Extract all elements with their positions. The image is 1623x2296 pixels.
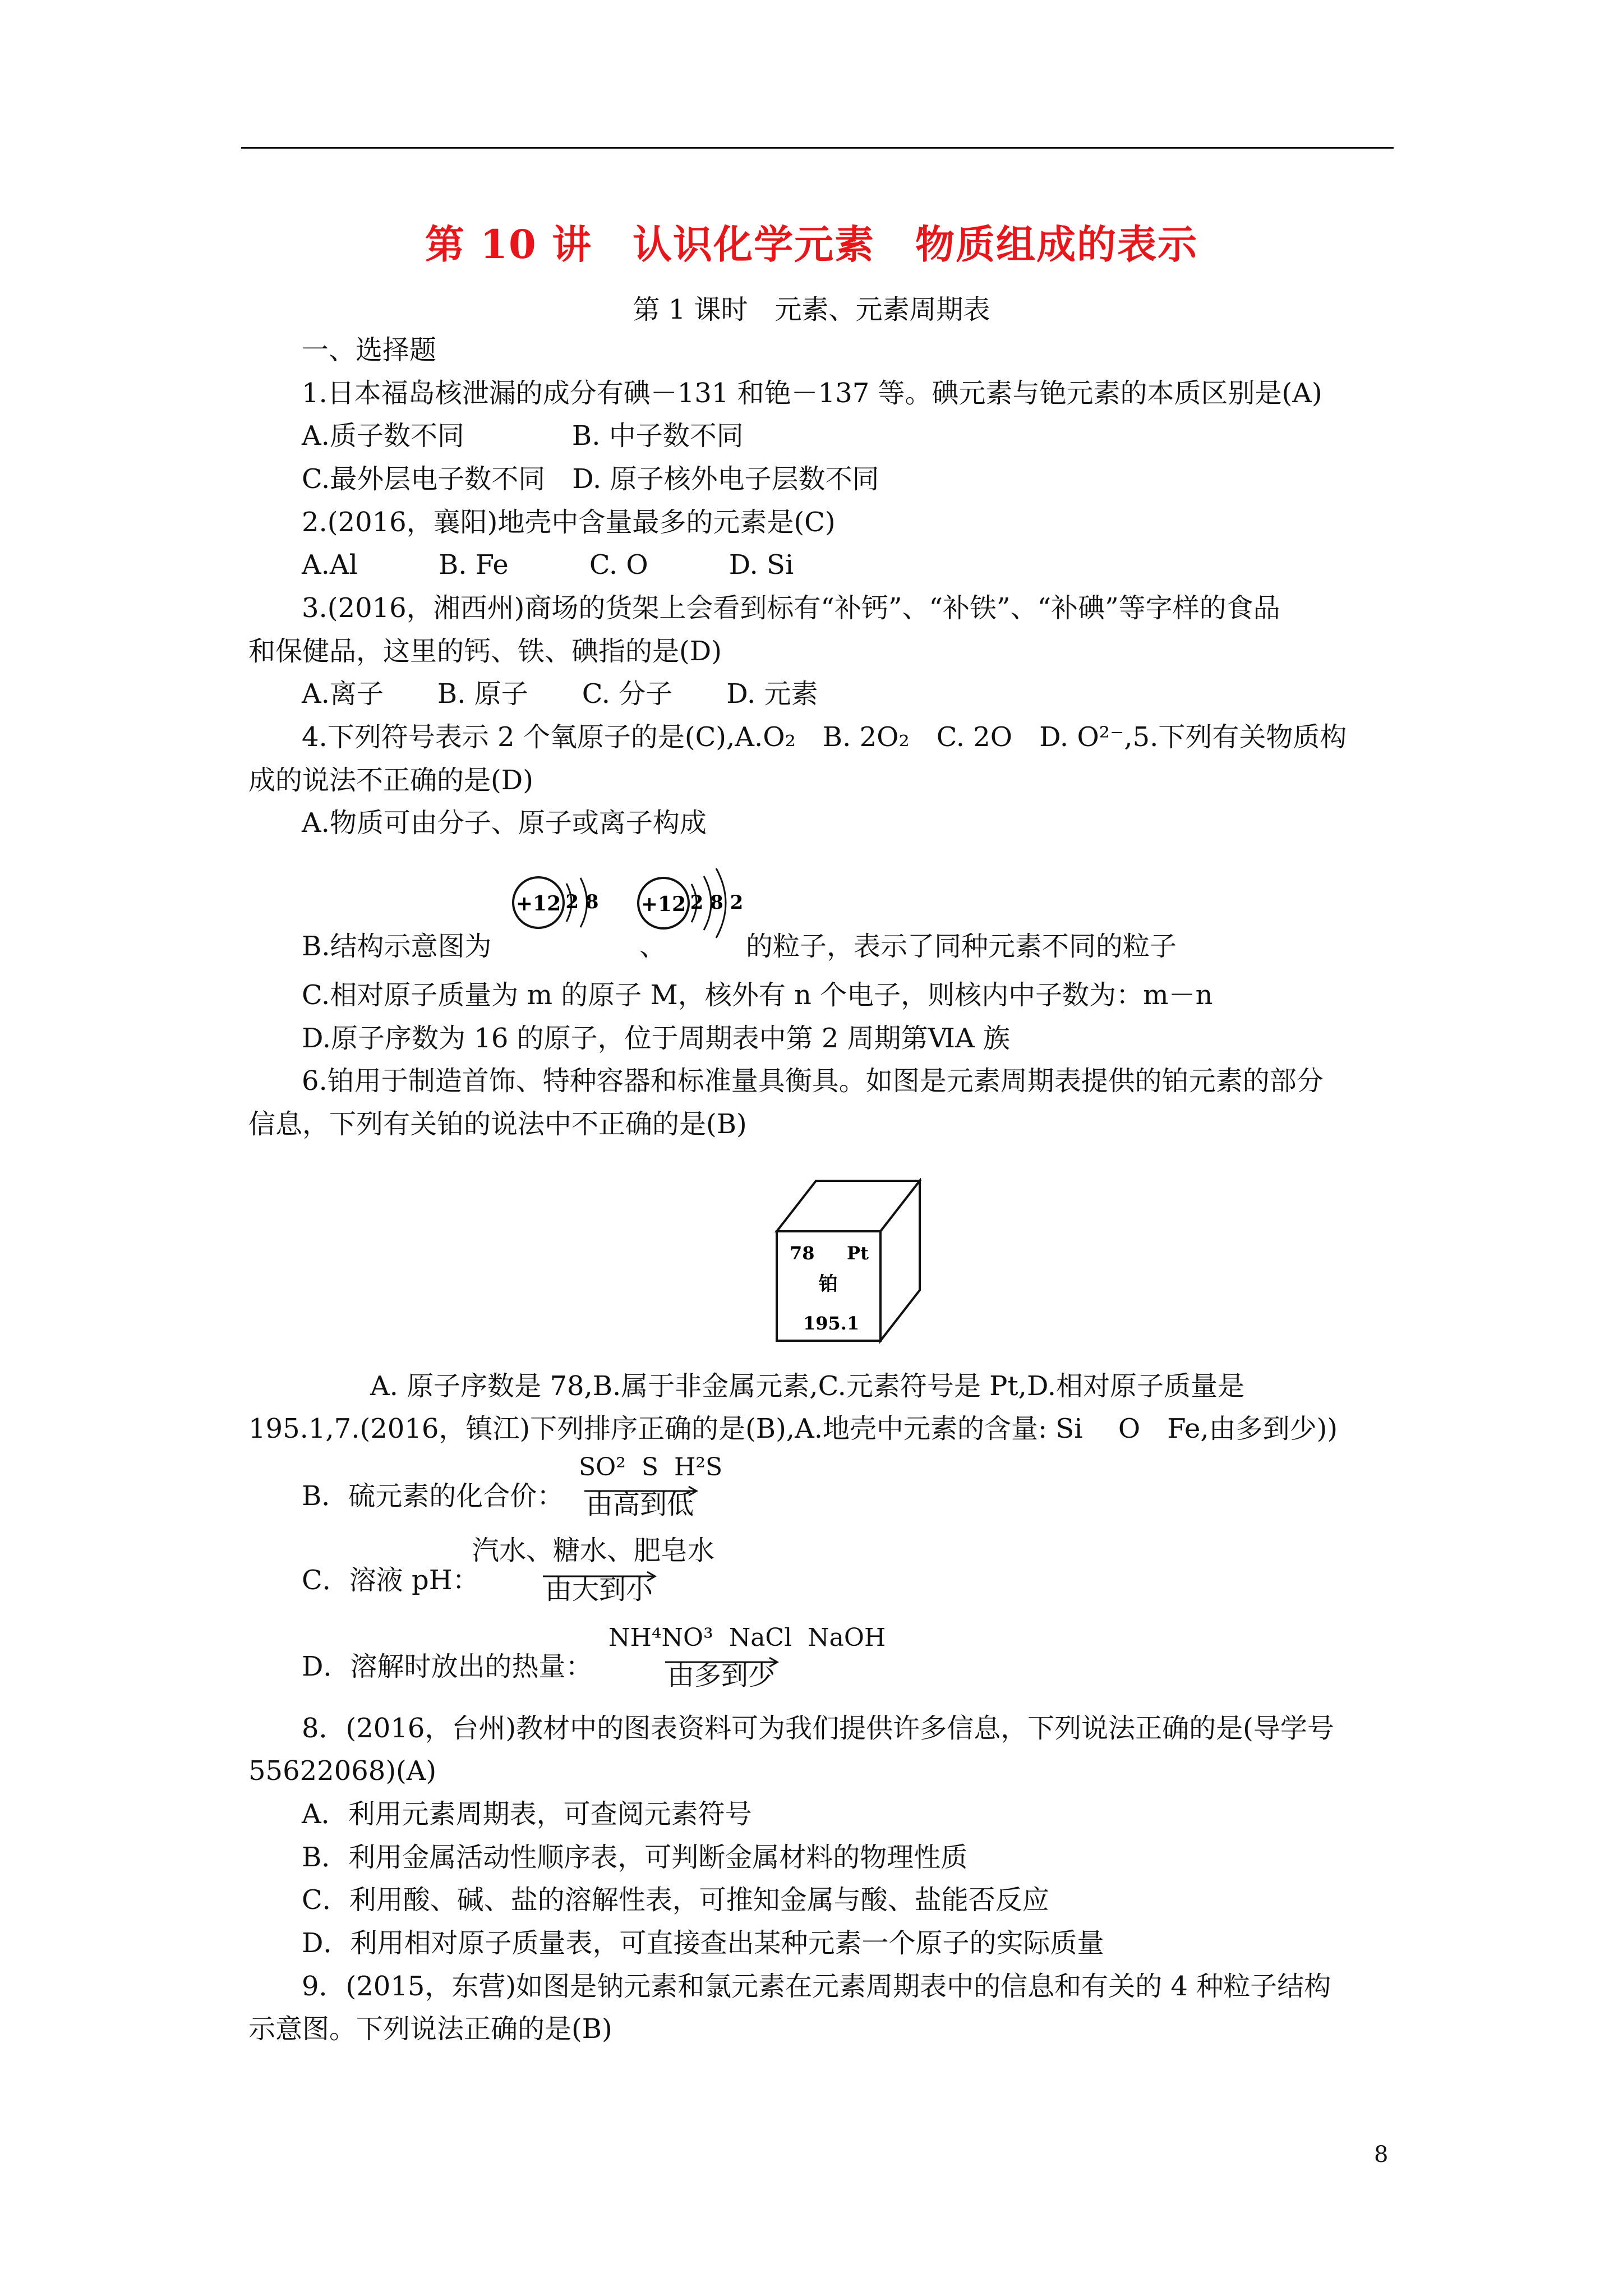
q1-options-cd: C.最外层电子数不同 D. 原子核外电子层数不同 bbox=[302, 463, 879, 495]
q7-option-d-label: D．溶解时放出的热量： bbox=[302, 1651, 593, 1682]
q5-option-b-prefix: B.结构示意图为 bbox=[302, 931, 492, 962]
q2-options: A.Al B. Fe C. O D. Si bbox=[302, 549, 794, 581]
q8-stem-line1: 8．(2016，台州)教材中的图表资料可为我们提供许多信息，下列说法正确的是(导学号 bbox=[302, 1713, 1334, 1744]
q5-option-a: A.物质可由分子、原子或离子构成 bbox=[302, 807, 707, 839]
q6-options-line2: 195.1,7.(2016，镇江)下列排序正确的是(B),A.地壳中元素的含量: Si O Fe,由多到少)) bbox=[248, 1413, 1338, 1444]
atom-diagram-mg-ion bbox=[499, 861, 639, 945]
q7-option-b-label: B．硫元素的化合价： bbox=[302, 1480, 564, 1512]
q6-options-line1: A. 原子序数是 78,B.属于非金属元素,C.元素符号是 Pt,D.相对原子质量是 bbox=[370, 1370, 1244, 1402]
q7-option-c-items: 汽水、糖水、肥皂水 bbox=[472, 1535, 715, 1566]
atom-diagram-2-nucleus: +12 bbox=[640, 892, 686, 916]
atom-diagram-2-shells: 2 8 2 bbox=[690, 891, 744, 914]
q9-stem-line2: 示意图。下列说法正确的是(B) bbox=[248, 2013, 612, 2045]
lesson-title: 第 10 讲 认识化学元素 物质组成的表示 bbox=[425, 221, 1198, 268]
q8-option-a: A．利用元素周期表，可查阅元素符号 bbox=[302, 1798, 752, 1830]
q9-stem-line1: 9．(2015，东营)如图是钠元素和氯元素在元素周期表中的信息和有关的 4 种粒子结构 bbox=[302, 1971, 1331, 2002]
atom-diagram-mg-atom bbox=[625, 841, 754, 954]
q3-stem-line2: 和保健品，这里的钙、铁、碘指的是(D) bbox=[248, 636, 722, 667]
q5-option-b-separator: 、 bbox=[639, 931, 667, 962]
section-heading: 一、选择题 bbox=[302, 334, 437, 366]
tile-symbol: Pt bbox=[847, 1243, 869, 1264]
q8-option-d: D．利用相对原子质量表，可直接查出某种元素一个原子的实际质量 bbox=[302, 1927, 1104, 1959]
q7-option-c-arrow-label: 由大到小 bbox=[545, 1574, 653, 1605]
tile-atomic-mass: 195.1 bbox=[803, 1313, 860, 1334]
lesson-subtitle: 第 1 课时 元素、元素周期表 bbox=[633, 294, 990, 325]
q1-stem: 1.日本福岛核泄漏的成分有碘－131 和铯－137 等。碘元素与铯元素的本质区别是(A) bbox=[302, 378, 1322, 409]
q7-option-c-label: C．溶液 pH： bbox=[302, 1565, 479, 1596]
q8-option-b: B．利用金属活动性顺序表，可判断金属材料的物理性质 bbox=[302, 1842, 968, 1873]
tile-name: 铂 bbox=[819, 1273, 838, 1295]
q6-stem-line1: 6.铂用于制造首饰、特种容器和标准量具衡具。如图是元素周期表提供的铂元素的部分 bbox=[302, 1065, 1324, 1097]
q7-option-b-items: SO² S H²S bbox=[579, 1453, 723, 1481]
atom-diagram-1-nucleus: +12 bbox=[515, 892, 561, 915]
q2-stem: 2.(2016，襄阳)地壳中含量最多的元素是(C) bbox=[302, 507, 836, 538]
q7-option-b-arrow-label: 由高到低 bbox=[586, 1489, 694, 1520]
q4-line2: 成的说法不正确的是(D) bbox=[248, 765, 533, 796]
q5-option-c: C.相对原子质量为 m 的原子 M，核外有 n 个电子，则核内中子数为：m－n bbox=[302, 979, 1213, 1011]
q7-option-b-arrow bbox=[583, 1485, 707, 1497]
q3-options: A.离子 B. 原子 C. 分子 D. 元素 bbox=[302, 678, 818, 710]
q7-option-d-arrow-label: 由多到少 bbox=[667, 1660, 776, 1691]
page-number: 8 bbox=[1374, 2142, 1389, 2168]
q5-option-d: D.原子序数为 16 的原子，位于周期表中第 2 周期第ⅥA 族 bbox=[302, 1023, 1010, 1054]
q6-stem-line2: 信息，下列有关铂的说法中不正确的是(B) bbox=[248, 1108, 747, 1140]
header-rule bbox=[241, 147, 1394, 149]
q8-stem-line2: 55622068)(A) bbox=[248, 1755, 437, 1787]
atom-diagram-1-shells: 2 8 bbox=[565, 891, 599, 913]
tile-atomic-number: 78 bbox=[790, 1243, 815, 1264]
q7-option-d-arrow bbox=[664, 1657, 787, 1668]
q7-option-d-items: NH⁴NO³ NaCl NaOH bbox=[608, 1623, 886, 1652]
q4-line1: 4.下列符号表示 2 个氧原子的是(C),A.O₂ B. 2O₂ C. 2O D. O²⁻,5.下列有关物质构 bbox=[302, 721, 1347, 753]
q3-stem-line1: 3.(2016，湘西州)商场的货架上会看到标有“补钙”、“补铁”、“补碘”等字样的食品 bbox=[302, 592, 1280, 624]
q5-option-b-suffix: 的粒子，表示了同种元素不同的粒子 bbox=[746, 931, 1177, 962]
q7-option-c-arrow bbox=[542, 1571, 665, 1582]
platinum-element-tile bbox=[774, 1178, 931, 1346]
q1-options-ab: A.质子数不同 B. 中子数不同 bbox=[302, 420, 744, 452]
q8-option-c: C．利用酸、碱、盐的溶解性表，可推知金属与酸、盐能否反应 bbox=[302, 1884, 1049, 1916]
